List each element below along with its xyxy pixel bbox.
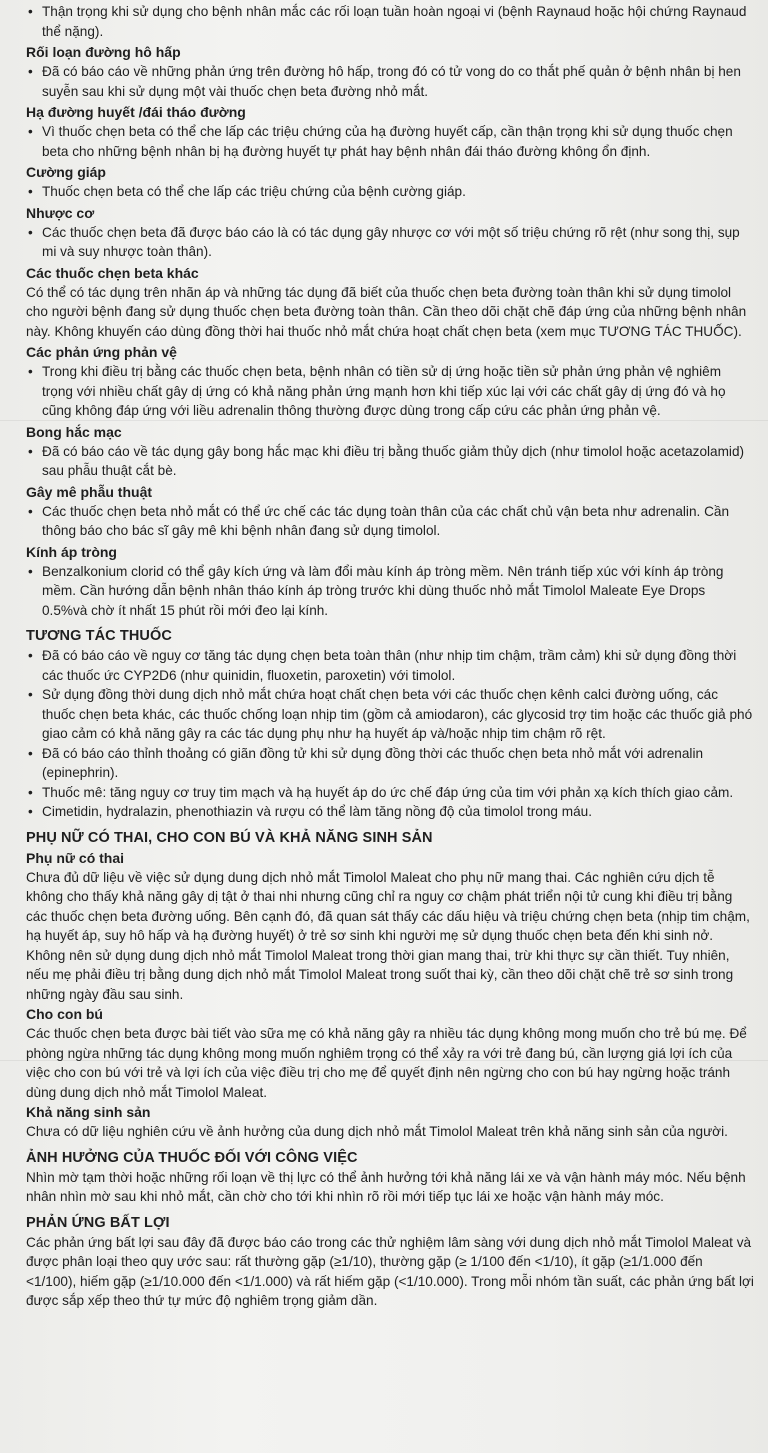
bullet-list [26,223,754,262]
paragraph-pregnant-1: Chưa đủ dữ liệu về việc sử dụng dung dịch nhỏ mắt Timolol Maleat cho phụ nữ mang thai. Các nghiên cứu dịch tễ không cho thấy khả năng gây dị tật ở thai nhi nhưng cũng chỉ ra nguy cơ chậm phát triển nội tử cung khi điều trị bằng các thuốc chẹn beta đường uống. Bên cạnh đó, đã quan sát thấy các dấu hiệu và triệu chứng chẹn beta (nhịp tim chậm, hạ huyết áp, suy hô hấp và hạ đường huyết) ở trẻ sơ sinh khi người mẹ sử dụng thuốc chẹn beta đến khi sinh nở. [26,869,750,943]
list-item: • Trong khi điều trị bằng các thuốc chẹn beta, bệnh nhân có tiền sử dị ứng hoặc tiền sử phản ứng phản vệ nghiêm trọng với nhiều chất gây dị ứng có khả năng phản ứng mạnh hơn khi tiếp xúc lại với các chất gây dị ứng đó và họ cũng không đáp ứng với liều adrenalin thông thường được dùng trong cấp cứu các phản ứng phản vệ. [26,362,754,421]
section-adverse: PHẢN ỨNG BẤT LỢI [26,1214,170,1231]
list-item: • Đã có báo cáo về những phản ứng trên đường hô hấp, trong đó có tử vong do co thắt phế quản ở bệnh nhân bị hen suyễn sau khi sử dụng một vài thuốc chẹn beta đường nhỏ mắt. [26,62,754,101]
heading-hypoglycemia: Hạ đường huyết /đái tháo đường [26,104,246,120]
section-interactions: TƯƠNG TÁC THUỐC [26,628,172,644]
paper-fold-line [0,1060,768,1061]
list-item: • Vì thuốc chẹn beta có thể che lấp các triệu chứng của hạ đường huyết cấp, cần thận trọng khi sử dụng thuốc chẹn beta cho những bệnh nhân bị hạ đường huyết tự phát hay bệnh nhân đái tháo đường không ổn định. [26,122,754,161]
heading-fertility: Khả năng sinh sản [26,1104,151,1120]
bullet-list [26,122,754,161]
paragraph-lactation: Các thuốc chẹn beta được bài tiết vào sữa mẹ có khả năng gây ra nhiều tác dụng không mong muốn cho trẻ bú mẹ. Để phòng ngừa những tác dụng không mong muốn nghiêm trọng có thể xảy ra với trẻ đang bú, cần lượng giá lợi ích của việc cho con bú với trẻ và lợi ích của việc điều trị cho mẹ để quyết định nên ngừng cho con bú hay ngừng hoặc tránh dùng dung dịch nhỏ mắt Timolol Maleat. [26,1026,747,1100]
heading-other-beta: Các thuốc chẹn beta khác [26,264,199,281]
heading-lactation: Cho con bú [26,1006,103,1022]
list-item: • Đã có báo cáo về tác dụng gây bong hắc mạc khi điều trị bằng thuốc giảm thủy dịch (như timolol hoặc acetazolamid) sau phẫu thuật cắt bè. [26,442,754,481]
list-item: • Thận trọng khi sử dụng cho bệnh nhân mắc các rối loạn tuần hoàn ngoại vi (bệnh Raynaud hoặc hội chứng Raynaud thể nặng). [26,2,754,41]
heading-anaphylaxis: Các phản ứng phản vệ [26,344,177,360]
heading-anesthesia: Gây mê phẫu thuật [26,483,153,500]
list-item: • Sử dụng đồng thời dung dịch nhỏ mắt chứa hoạt chất chẹn beta với các thuốc chẹn kênh calci đường uống, các thuốc chẹn beta khác, các thuốc chống loạn nhịp tim (gồm cả amiodaron), các glycosid trợ tim hoặc các thuốc giả phó giao cảm có khả năng gây ra các tác dụng phụ như hạ huyết áp và/hoặc nhịp tim chậm rõ rệt. [26,685,754,744]
list-item: • Cimetidin, hydralazin, phenothiazin và rượu có thể làm tăng nồng độ của timolol trong máu. [26,802,754,822]
bullet-list [26,62,754,101]
paragraph-adverse: Các phản ứng bất lợi sau đây đã được báo cáo trong các thử nghiệm lâm sàng với dung dịch nhỏ mắt Timolol Maleat và được phân loại theo quy ước sau: rất thường gặp (≥1/10), thường gặp (≥ 1/100 đến <1/10), ít gặp (≥1/1.000 đến <1/100), hiếm gặp (≥1/10.000 đến <1/1.000) và rất hiếm gặp (<1/10.000). Trong mỗi nhóm tần suất, các phản ứng bất lợi được sắp xếp theo thứ tự mức độ nghiêm trọng giảm dần. [26,1234,754,1308]
paragraph-other-beta: Có thể có tác dụng trên nhãn áp và những tác dụng đã biết của thuốc chẹn beta đường toàn thân khi sử dụng timolol cho người bệnh đang sử dụng thuốc chẹn beta đường toàn thân. Cần theo dõi chặt chẽ đáp ứng của những bệnh nhân này. Không khuyến cáo dùng đồng thời hai thuốc nhỏ mắt chứa hoạt chất chẹn beta (xem mục TƯƠNG TÁC THUỐC). [26,284,747,339]
list-item: • Thuốc mê: tăng nguy cơ truy tim mạch và hạ huyết áp do ức chế đáp ứng của tim với phản xạ kích thích giao cảm. [26,783,754,803]
heading-pregnant: Phụ nữ có thai [26,849,125,866]
paper-fold-line [0,420,768,421]
list-item: • Thuốc chẹn beta có thể che lấp các triệu chứng của bệnh cường giáp. [26,182,754,202]
heading-respiratory: Rối loạn đường hô hấp [26,44,181,60]
section-pregnancy: PHỤ NỮ CÓ THAI, CHO CON BÚ VÀ KHẢ NĂNG SINH SẢN [26,829,433,846]
paragraph-fertility: Chưa có dữ liệu nghiên cứu về ảnh hưởng của dung dịch nhỏ mắt Timolol Maleat trên khả năng sinh sản của người. [26,1124,728,1139]
paragraph-pregnant-2: Không nên sử dụng dung dịch nhỏ mắt Timolol Maleat trong thời gian mang thai, trừ khi thực sự cần thiết. Tuy nhiên, nếu mẹ phải điều trị bằng dung dịch nhỏ mắt Timolol Maleat trong suốt thai kỳ, cần theo dõi chặt chẽ trẻ sơ sinh trong những ngày đầu sau sinh. [26,947,734,1002]
paragraph-work: Nhìn mờ tạm thời hoặc những rối loạn về thị lực có thể ảnh hưởng tới khả năng lái xe và vận hành máy móc. Nếu bệnh nhân nhìn mờ sau khi nhỏ mắt, cần chờ cho tới khi nhìn rõ rồi mới tiếp tục lái xe hoặc vận hành máy móc. [26,1169,746,1204]
bullet-list [26,562,754,621]
bullet-list [26,502,754,541]
list-item: • Đã có báo cáo thỉnh thoảng có giãn đồng tử khi sử dụng đồng thời các thuốc chẹn beta nhỏ mắt với adrenalin (epinephrin). [26,744,754,783]
heading-hyperthyroid: Cường giáp [26,164,106,180]
list-item: • Các thuốc chẹn beta đã được báo cáo là có tác dụng gây nhược cơ với một số triệu chứng rõ rệt (như song thị, sụp mi và suy nhược toàn thân). [26,223,754,262]
heading-myasthenia: Nhược cơ [26,204,95,221]
list-item: • Các thuốc chẹn beta nhỏ mắt có thể ức chế các tác dụng toàn thân của các chất chủ vận beta như adrenalin. Cần thông báo cho bác sĩ gây mê khi bệnh nhân đang sử dụng timolol. [26,502,754,541]
list-item: • Đã có báo cáo về nguy cơ tăng tác dụng chẹn beta toàn thân (như nhịp tim chậm, trầm cảm) khi sử dụng đồng thời các thuốc ức CYP2D6 (như quinidin, fluoxetin, paroxetin) với timolol. [26,646,754,685]
list-item: • Benzalkonium clorid có thể gây kích ứng và làm đổi màu kính áp tròng mềm. Nên tránh tiếp xúc với kính áp tròng mềm. Cần hướng dẫn bệnh nhân tháo kính áp tròng trước khi dùng thuốc nhỏ mắt Timolol Maleate Eye Drops 0.5%và chờ ít nhất 15 phút rồi mới đeo lại kính. [26,562,754,621]
section-work: ẢNH HƯỞNG CỦA THUỐC ĐỐI VỚI CÔNG VIỆC [26,1149,358,1166]
bullet-list [26,362,754,421]
bullet-list [26,2,754,41]
bullet-list-interactions [26,646,754,822]
heading-contact-lens: Kính áp tròng [26,543,117,560]
heading-choroidal: Bong hắc mạc [26,423,122,440]
bullet-list [26,182,754,202]
bullet-list [26,442,754,481]
